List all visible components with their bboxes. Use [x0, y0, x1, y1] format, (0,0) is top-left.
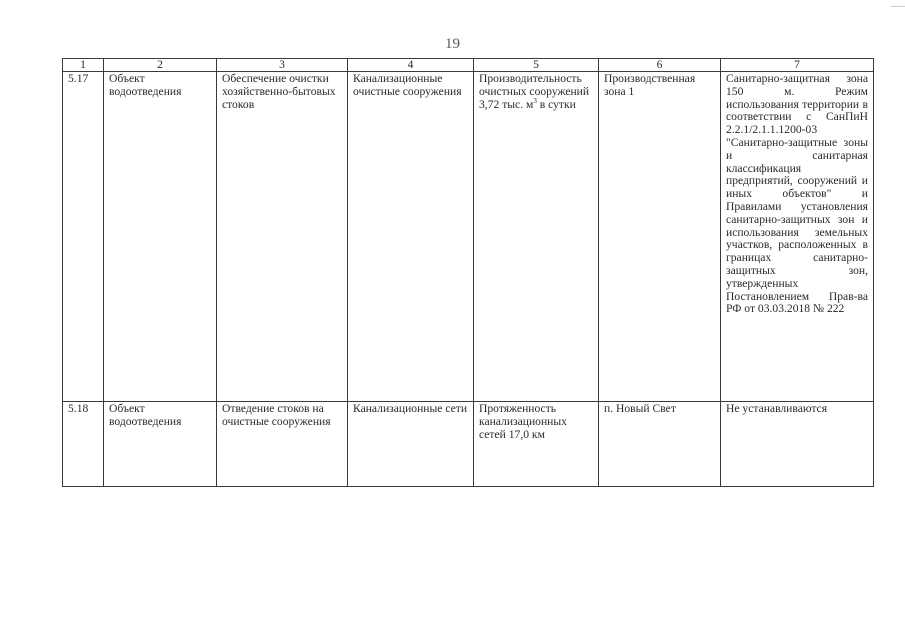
- object-type-cell: Объект водоотведения: [104, 402, 217, 487]
- row-number-cell: 5.17: [63, 72, 104, 402]
- header-row: [63, 59, 874, 72]
- facilities-table: [62, 58, 874, 487]
- purpose-cell: Отведение стоков на очистные сооружения: [217, 402, 348, 487]
- zones-cell: Не устанавливаются: [721, 402, 874, 487]
- row-number-cell: 5.18: [63, 402, 104, 487]
- capacity-superscript: 3: [533, 96, 537, 105]
- page-number: 19: [445, 36, 460, 52]
- table-row: [63, 402, 874, 487]
- header-cell-7: 7: [721, 59, 874, 72]
- capacity-cell: [474, 72, 599, 402]
- location-cell: п. Новый Свет: [599, 402, 721, 487]
- header-cell-4: 4: [348, 59, 474, 72]
- header-cell-6: 6: [599, 59, 721, 72]
- zones-cell: Санитарно-защитная зона 150 м. Режим использования территории в соответствии с СанПиН 2.2.1/2.1.1.1200-03 "Санитарно-защитные зоны и санитарная классификация предприятий, сооружений и иных объектов" и Правилами установления санитарно-защитных зон и использования земельных участков, расположенных в границах санитарно-защитных зон, утвержденных Постановлением Прав-ва РФ от 03.03.2018 № 222: [721, 72, 874, 402]
- capacity-text: Производительность очистных сооружений 3,72 тыс. м: [479, 72, 590, 111]
- object-type-cell: Объект водоотведения: [104, 72, 217, 402]
- purpose-cell: Обеспечение очистки хозяйственно-бытовых стоков: [217, 72, 348, 402]
- header-cell-1: 1: [63, 59, 104, 72]
- facility-name-cell: Канализационные сети: [348, 402, 474, 487]
- location-cell: Производственная зона 1: [599, 72, 721, 402]
- facility-name-cell: Канализационные очистные сооружения: [348, 72, 474, 402]
- header-cell-2: 2: [104, 59, 217, 72]
- header-cell-5: 5: [474, 59, 599, 72]
- capacity-cell: Протяженность канализационных сетей 17,0 км: [474, 402, 599, 487]
- table-row: [63, 72, 874, 402]
- capacity-unit-text: в сутки: [536, 97, 576, 111]
- scan-edge-mark: [891, 0, 905, 7]
- header-cell-3: 3: [217, 59, 348, 72]
